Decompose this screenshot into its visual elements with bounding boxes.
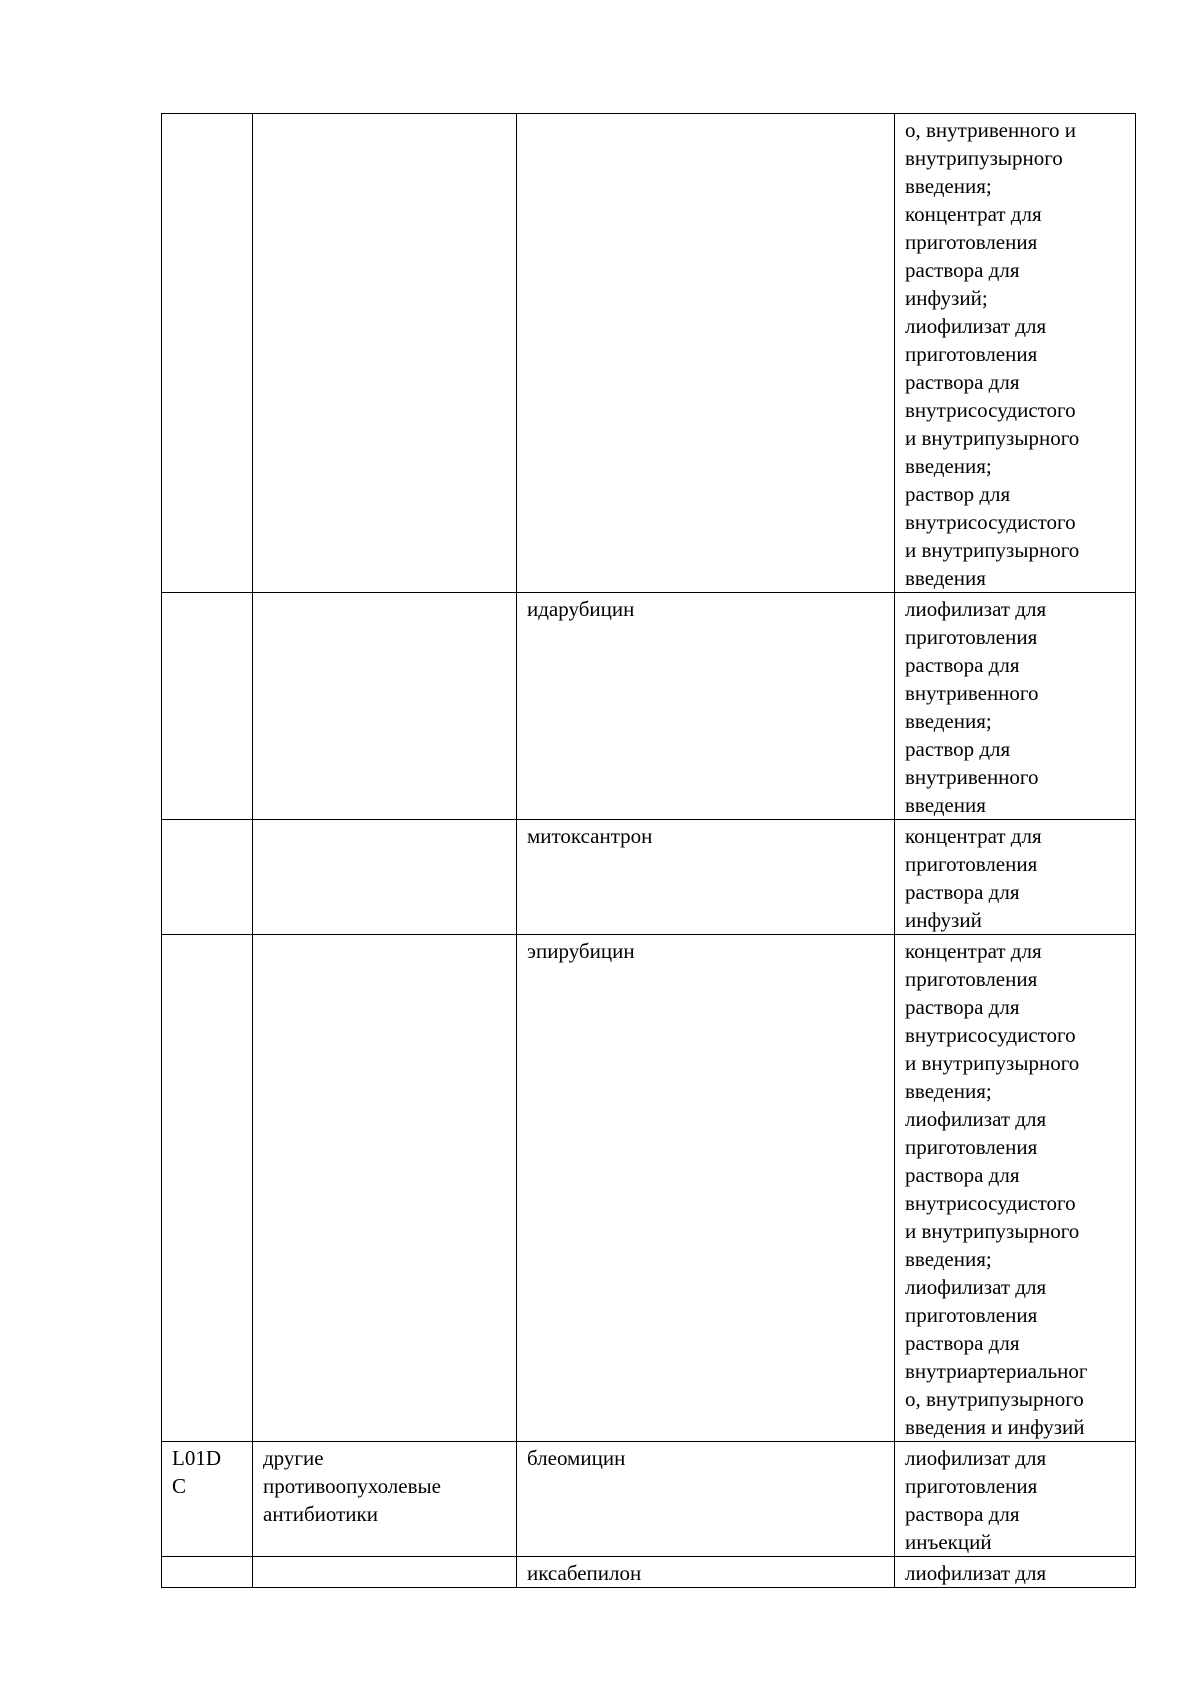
drug-text-line: эпирубицин: [527, 939, 635, 963]
form-text-line: введения;: [905, 1247, 992, 1271]
form-text-line: лиофилизат для: [905, 1446, 1047, 1470]
form-text-line: приготовления: [905, 1303, 1038, 1327]
form-text-line: приготовления: [905, 967, 1038, 991]
form-text-line: приготовления: [905, 342, 1038, 366]
drug-table-body: [162, 114, 1136, 1588]
code-text-line: L01D: [172, 1446, 221, 1470]
group-text-line: другие: [263, 1446, 324, 1470]
form-text-line: и внутрипузырного: [905, 1051, 1080, 1075]
form-text-line: концентрат для: [905, 939, 1042, 963]
form-text-line: лиофилизат для: [905, 1275, 1047, 1299]
code-text-line: C: [172, 1474, 187, 1498]
dosage-form-cell: [895, 820, 1136, 935]
form-text-line: введения: [905, 566, 986, 590]
form-text-line: приготовления: [905, 852, 1038, 876]
table-row: [162, 114, 1136, 593]
form-text-line: приготовления: [905, 1474, 1038, 1498]
form-text-line: раствор для: [905, 737, 1011, 761]
drug-name-cell: [517, 114, 895, 593]
dosage-form-cell: [895, 1442, 1136, 1557]
form-text-line: внутрипузырного: [905, 146, 1063, 170]
atc-code-cell: [162, 114, 253, 593]
group-name-cell: [253, 1557, 517, 1588]
group-name-cell: [253, 820, 517, 935]
atc-code-cell: [162, 1442, 253, 1557]
table-row: [162, 1442, 1136, 1557]
dosage-form-cell: [895, 593, 1136, 820]
table-row: [162, 1557, 1136, 1588]
drug-text-line: идарубицин: [527, 597, 635, 621]
form-text-line: раствора для: [905, 258, 1020, 282]
form-text-line: внутрисосудистого: [905, 1191, 1076, 1215]
atc-code-cell: [162, 1557, 253, 1588]
form-text-line: внутрисосудистого: [905, 510, 1076, 534]
form-text-line: введения;: [905, 174, 992, 198]
drug-name-cell: [517, 1557, 895, 1588]
atc-code-cell: [162, 935, 253, 1442]
form-text-line: и внутрипузырного: [905, 1219, 1080, 1243]
atc-code-cell: [162, 593, 253, 820]
drug-name-cell: [517, 935, 895, 1442]
form-text-line: введения;: [905, 709, 992, 733]
form-text-line: раствора для: [905, 880, 1020, 904]
drug-text-line: блеомицин: [527, 1446, 626, 1470]
form-text-line: внутрисосудистого: [905, 1023, 1076, 1047]
form-text-line: введения: [905, 793, 986, 817]
dosage-form-cell: [895, 1557, 1136, 1588]
drug-text-line: иксабепилон: [527, 1561, 642, 1585]
form-text-line: лиофилизат для: [905, 314, 1047, 338]
form-text-line: раствор для: [905, 482, 1011, 506]
form-text-line: и внутрипузырного: [905, 426, 1080, 450]
group-name-cell: [253, 1442, 517, 1557]
dosage-form-cell: [895, 114, 1136, 593]
drug-name-cell: [517, 1442, 895, 1557]
form-text-line: внутривенного: [905, 765, 1039, 789]
form-text-line: раствора для: [905, 1502, 1020, 1526]
group-text-line: противоопухолевые: [263, 1474, 441, 1498]
form-text-line: приготовления: [905, 230, 1038, 254]
form-text-line: внутрисосудистого: [905, 398, 1076, 422]
drug-table: [161, 113, 1136, 1588]
dosage-form-cell: [895, 935, 1136, 1442]
group-name-cell: [253, 593, 517, 820]
form-text-line: концентрат для: [905, 202, 1042, 226]
form-text-line: раствора для: [905, 653, 1020, 677]
form-text-line: о, внутрипузырного: [905, 1387, 1084, 1411]
table-row: [162, 935, 1136, 1442]
table-row: [162, 593, 1136, 820]
form-text-line: концентрат для: [905, 824, 1042, 848]
form-text-line: инфузий: [905, 908, 982, 932]
form-text-line: лиофилизат для: [905, 1107, 1047, 1131]
form-text-line: инъекций: [905, 1530, 992, 1554]
drug-text-line: митоксантрон: [527, 824, 653, 848]
form-text-line: раствора для: [905, 370, 1020, 394]
form-text-line: приготовления: [905, 1135, 1038, 1159]
table-row: [162, 820, 1136, 935]
form-text-line: введения и инфузий: [905, 1415, 1085, 1439]
group-name-cell: [253, 935, 517, 1442]
form-text-line: введения;: [905, 1079, 992, 1103]
form-text-line: раствора для: [905, 1163, 1020, 1187]
form-text-line: раствора для: [905, 995, 1020, 1019]
form-text-line: введения;: [905, 454, 992, 478]
group-name-cell: [253, 114, 517, 593]
form-text-line: инфузий;: [905, 286, 988, 310]
form-text-line: лиофилизат для: [905, 1561, 1047, 1585]
drug-name-cell: [517, 593, 895, 820]
form-text-line: и внутрипузырного: [905, 538, 1080, 562]
drug-name-cell: [517, 820, 895, 935]
form-text-line: о, внутривенного и: [905, 118, 1076, 142]
form-text-line: приготовления: [905, 625, 1038, 649]
group-text-line: антибиотики: [263, 1502, 378, 1526]
form-text-line: внутриартериальног: [905, 1359, 1088, 1383]
form-text-line: раствора для: [905, 1331, 1020, 1355]
form-text-line: внутривенного: [905, 681, 1039, 705]
atc-code-cell: [162, 820, 253, 935]
form-text-line: лиофилизат для: [905, 597, 1047, 621]
